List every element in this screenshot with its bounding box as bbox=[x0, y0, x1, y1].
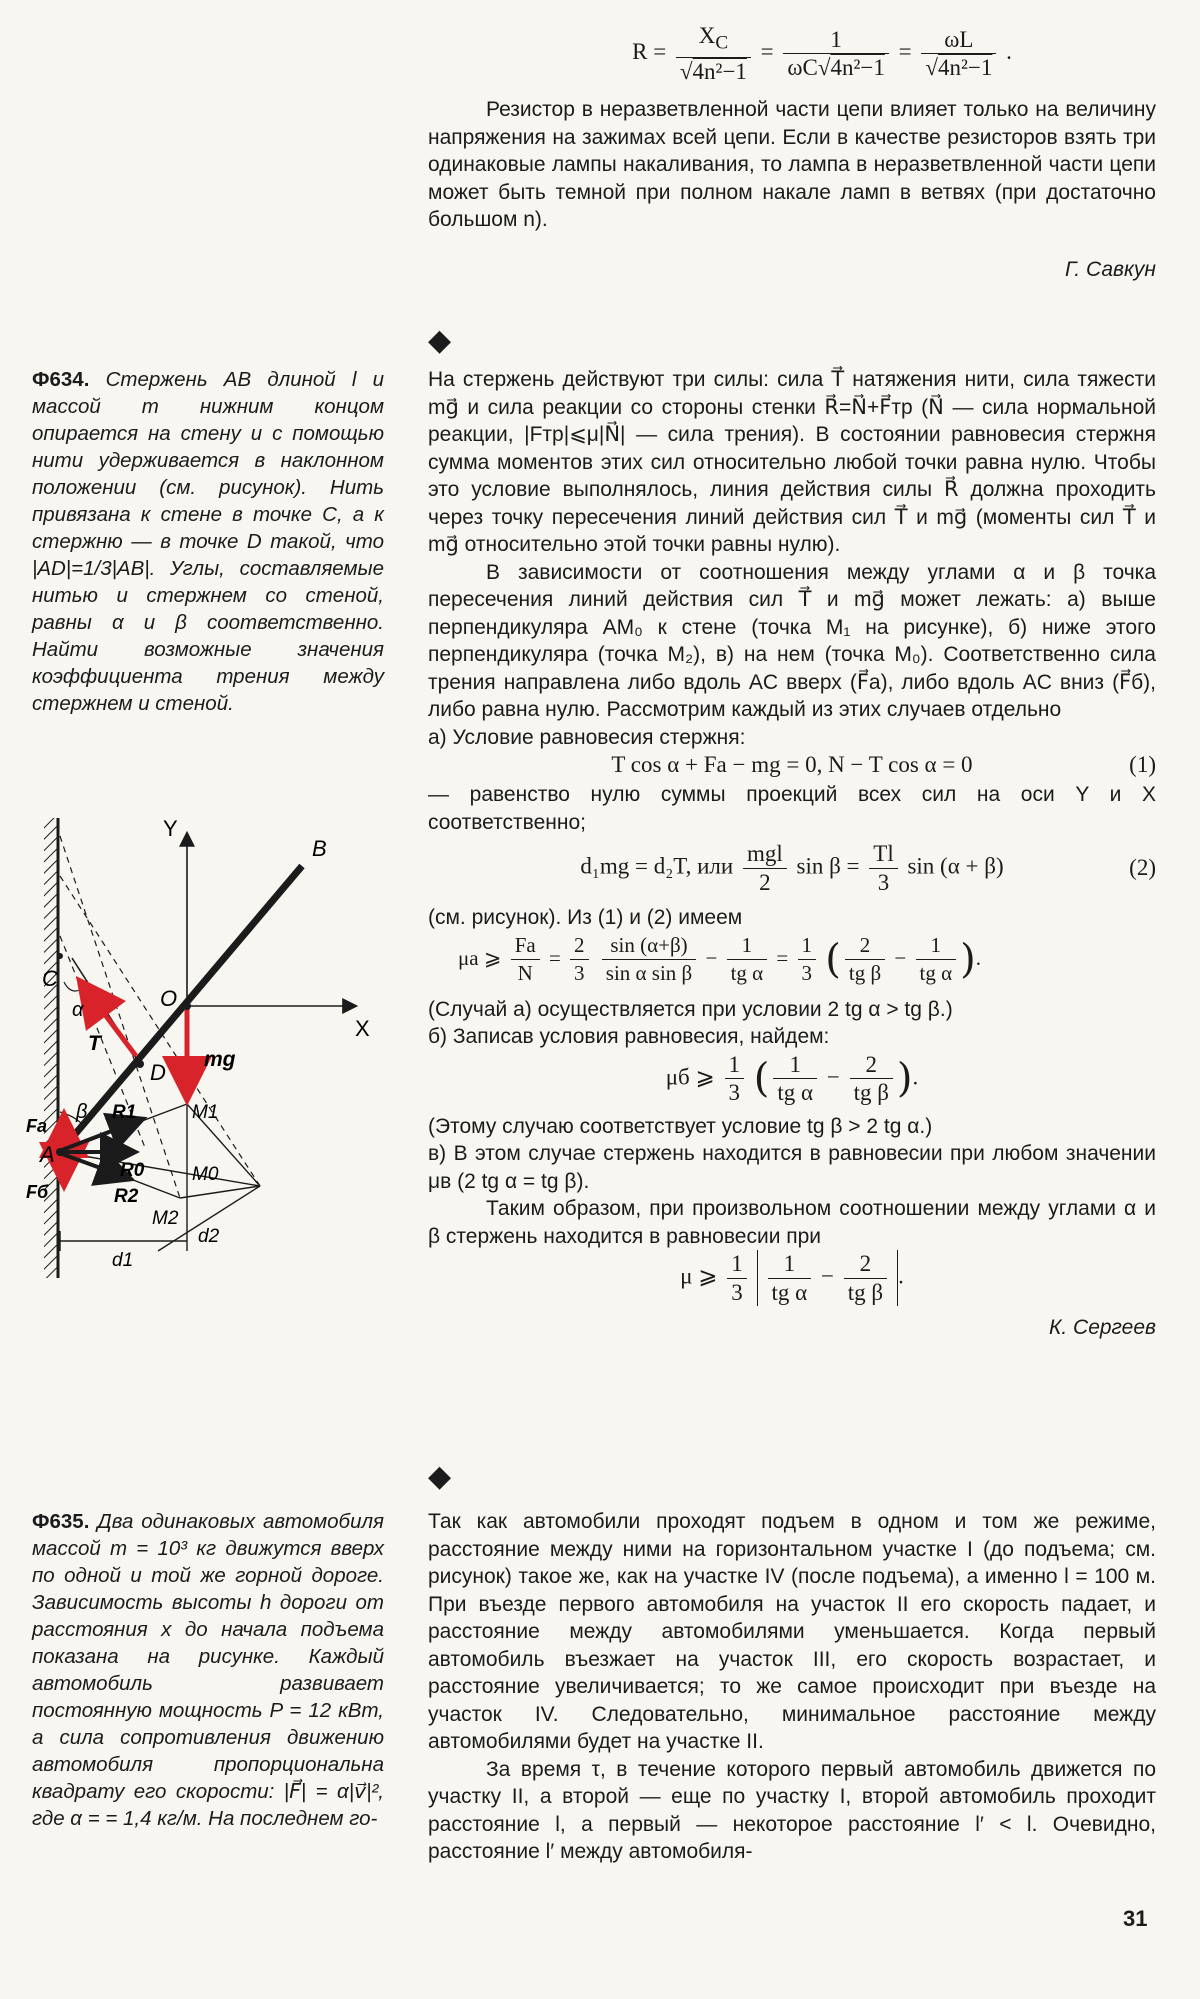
label-m0: M0 bbox=[192, 1164, 219, 1185]
label-r2: R2 bbox=[114, 1186, 139, 1207]
line-a-m0 bbox=[60, 1152, 260, 1186]
mu-final-f2d: tg α bbox=[771, 1279, 808, 1305]
eq1-note: — равенство нулю суммы проекций всех сил на оси Y и X соответственно; bbox=[428, 783, 1156, 834]
period: . bbox=[1006, 39, 1012, 65]
angle-alpha-arc bbox=[64, 982, 80, 991]
case-a-intro: а) Условие равновесия стержня: bbox=[428, 725, 746, 749]
page-number: 31 bbox=[1123, 1906, 1148, 1931]
sqrt-sign-2: √ bbox=[817, 55, 831, 81]
mu-final-f3d: tg β bbox=[847, 1279, 884, 1305]
fraction-xc bbox=[676, 22, 751, 86]
eq2-frac1-den: 2 bbox=[759, 869, 771, 895]
label-c: C bbox=[42, 966, 58, 991]
eq-sign: = bbox=[760, 39, 774, 65]
mu-a-lhs: μа ⩾ bbox=[458, 945, 502, 970]
solution-635-p1: Так как автомобили проходят подъем в одном и том же режиме, расстояние между ними на горизонтальном участке I (до подъема; см. рисунок) такое же, как на участке IV (после подъема), а именно l = 100 м. При въезде первого автомобиля на участок II его скорость падает, и расстояние между автомобилями уменьшается. Когда первый автомобиль въезжает на участок III, его скорость возрастает, и расстояние увеличивается; то же самое происходит при въезде на участок IV. Следовательно, минимальное расстояние между автомобилями будет на участке II. bbox=[428, 1510, 1156, 1753]
solution-634-p2: В зависимости от соотношения между углами α и β точка пересечения линий действия сил T⃗ и mg⃗ может лежать: а) выше перпендикуляра AM₀ к стене (точка M₁ на рисунке), б) ниже этого перпендикуляра (точка M₂), в) на нем (точка M₀). Соответственно сила трения направлена либо вдоль AC вверх (F⃗а), либо вдоль AC вниз (F⃗б), либо равна нулю. Рассмотрим каждый из этих случаев отдельно bbox=[428, 560, 1156, 721]
mu-a-f5d: 3 bbox=[801, 961, 813, 985]
wall-hatch bbox=[44, 818, 58, 1278]
case-a-condition: (Случай а) осуществляется при условии 2 tg α > tg β.) bbox=[428, 997, 953, 1021]
mu-b-f1d: 3 bbox=[728, 1080, 741, 1105]
sqrt-sign-3: √ bbox=[925, 55, 938, 81]
problem-634-solution bbox=[428, 366, 1156, 1342]
sqrt-arg: 4n²−1 bbox=[692, 59, 747, 85]
label-a: A bbox=[40, 1142, 55, 1167]
label-alpha: α bbox=[72, 999, 84, 1021]
label-b: B bbox=[312, 836, 327, 861]
fraction-omega-l bbox=[921, 26, 996, 82]
mu-b-f2d: tg α bbox=[777, 1080, 814, 1105]
mu-final-f2n: 1 bbox=[768, 1250, 812, 1279]
problem-635-solution bbox=[428, 1508, 1156, 1866]
problem-635-number: Ф635. bbox=[32, 1510, 90, 1533]
sqrt-sign: √ bbox=[679, 59, 693, 85]
mu-b-lhs: μб ⩾ bbox=[665, 1063, 715, 1089]
eq1-number: (1) bbox=[1129, 752, 1156, 777]
mu-a-f1n: Fа bbox=[511, 932, 540, 961]
mu-a-f6d: tg β bbox=[848, 961, 882, 985]
label-d2: d2 bbox=[198, 1226, 220, 1247]
mu-a-f7n: 1 bbox=[916, 932, 957, 961]
case-c: в) В этом случае стержень находится в равновесии при любом значении μв (2 tg α = tg β). bbox=[428, 1142, 1156, 1193]
signature-sergeev: К. Сергеев bbox=[1048, 1316, 1156, 1339]
figure-634 bbox=[20, 806, 400, 1296]
eq2-number: (2) bbox=[1129, 855, 1156, 880]
mu-b-f3d: tg β bbox=[853, 1080, 889, 1105]
problem-634-statement bbox=[32, 366, 384, 717]
label-t: T bbox=[88, 1032, 101, 1055]
mu-a-f3d: sin α sin β bbox=[605, 961, 693, 985]
eq2-note: (см. рисунок). Из (1) и (2) имеем bbox=[428, 906, 743, 929]
diamond-635: ◆ bbox=[428, 1460, 452, 1493]
point-o bbox=[183, 1002, 191, 1010]
frac3-num: ωL bbox=[921, 26, 996, 55]
sqrt-arg-2: 4n²−1 bbox=[830, 55, 885, 81]
mu-a-f6n: 2 bbox=[845, 932, 885, 961]
mu-a-eq: = bbox=[548, 945, 561, 970]
case-b-intro: б) Записав условия равновесия, найдем: bbox=[428, 1025, 830, 1048]
formula-R-lhs: R = bbox=[632, 39, 667, 65]
label-o: O bbox=[160, 986, 178, 1011]
label-d1: d1 bbox=[112, 1250, 134, 1271]
mu-a-f7d: tg α bbox=[919, 961, 953, 985]
mu-b-formula: μб ⩾ $\frac{1}{3}$ ( $\frac{1}{\text{tg α}}$ − $\frac{2}{\text{tg β}}$ ). bbox=[665, 1051, 919, 1105]
mu-b-f2n: 1 bbox=[773, 1051, 817, 1080]
signature-savkun: Г. Савкун bbox=[1064, 257, 1156, 281]
label-fa: Fа bbox=[26, 1116, 48, 1136]
line-m0-m2 bbox=[180, 1186, 260, 1198]
omega-c: ωC bbox=[787, 55, 818, 81]
label-beta: β bbox=[76, 1101, 88, 1123]
equation-1 bbox=[428, 751, 1156, 781]
xc-sub: C bbox=[715, 32, 729, 54]
label-d: D bbox=[150, 1060, 166, 1085]
mu-a-eq2: = bbox=[776, 945, 789, 970]
label-x: X bbox=[355, 1016, 370, 1041]
mu-a-f3n: sin (α+β) bbox=[602, 932, 696, 961]
point-d bbox=[136, 1060, 144, 1068]
label-mg: mg bbox=[204, 1048, 236, 1071]
solution-635-p2: За время τ, в течение которого первый автомобиль движется по участку II, а второй — еще по участку I, второй автомобиль проходит расстояние l, а первый — некоторое расстояние l′ < l. Очевидно, расстояние l′ между автомобиля- bbox=[428, 1757, 1156, 1863]
problem-634-text: Стержень AB длиной l и массой m нижним концом опирается на стену и с помощью нити удерживается в наклонном положении (см. рисунок). Нить привязана к стене в точке C, а к стержню — в точке D такой, что |AD|=1/3|AB|. Углы, составляемые нитью и стержнем со стеной, равны α и β соответственно. Найти возможные значения коэффициента трения между стержнем и стеной. bbox=[32, 368, 384, 715]
label-m1: M1 bbox=[192, 1102, 219, 1123]
point-c bbox=[57, 953, 63, 959]
eq2-frac2-num: Tl bbox=[869, 840, 897, 869]
mu-a-f4n: 1 bbox=[727, 932, 768, 961]
label-fb: Fб bbox=[26, 1182, 49, 1202]
label-r1: R1 bbox=[112, 1102, 137, 1123]
mu-a-f1d: N bbox=[517, 961, 533, 985]
problem-635-text: Два одинаковых автомобиля массой m = 10³ кг движутся вверх по одной и той же горной дороге. Зависимость высоты h дороги от расстояния x до начала подъема показана на рисунке. Каждый автомобиль развивает постоянную мощность P = 12 кВт, а сила сопротивления движению автомобиля пропорциональна квадрату его скорости: |F⃗| = α|v⃗|², где α = = 1,4 кг/м. На последнем го- bbox=[32, 1510, 384, 1830]
eq2-mid: sin β = bbox=[796, 853, 860, 879]
sqrt-arg-3: 4n²−1 bbox=[938, 55, 993, 81]
label-y: Y bbox=[163, 816, 178, 841]
equation-2 bbox=[428, 836, 1156, 904]
problem-634-number: Ф634. bbox=[32, 368, 90, 391]
eq2-frac2-den: 3 bbox=[877, 869, 890, 895]
fraction-1-omega-c bbox=[783, 26, 888, 82]
case-b-condition: (Этому случаю соответствует условие tg β > 2 tg α.) bbox=[428, 1114, 933, 1138]
eq2-left: d₁mg = d₂T, или bbox=[580, 853, 734, 879]
eq-sign-2: = bbox=[898, 39, 912, 65]
diamond-634: ◆ bbox=[428, 324, 452, 357]
mu-final-formula: μ ⩾ $\frac{1}{3}$ $\frac{1}{\text{tg α}}$ − $\frac{2}{\text{tg β}}$ . bbox=[680, 1251, 904, 1305]
mu-final-f1n: 1 bbox=[727, 1250, 747, 1279]
problem-635-statement bbox=[32, 1508, 384, 1832]
resistor-paragraph: Резистор в неразветвленной части цепи влияет только на величину напряжения на зажимах всей цепи. Если в качестве резисторов взять три одинаковые лампы накаливания, то лампа в неразветвленной части цепи может быть темной при полном накале ламп в ветвях (при достаточно большом n). bbox=[428, 98, 1156, 231]
frac2-num: 1 bbox=[783, 26, 888, 55]
eq1-text: T cos α + Fа − mg = 0, N − T cos α = 0 bbox=[611, 752, 973, 777]
mu-a-f5n: 1 bbox=[798, 932, 817, 961]
mu-b-f3n: 2 bbox=[850, 1051, 893, 1080]
mu-final-f1d: 3 bbox=[731, 1279, 743, 1305]
mu-b-f1n: 1 bbox=[725, 1051, 745, 1080]
mu-final-lhs: μ ⩾ bbox=[680, 1263, 718, 1289]
mu-a-f4d: tg α bbox=[730, 961, 764, 985]
mu-a-formula: μа ⩾ $\frac{Fа}{N}$ = $\frac{2}{3}$ $\frac{\sin (\alpha+\beta)}{\text{sin α sin β}}$ − $\frac{1}{\text{tg α}}$ = $\frac{1}{3}$ ( $\frac{2}{\text{tg β}}$ − $\frac{1}{\text{tg α}}$ ). bbox=[428, 932, 1156, 996]
conclusion: Таким образом, при произвольном соотношении между углами α и β стержень находится в равновесии при bbox=[428, 1197, 1156, 1248]
formula-R bbox=[428, 22, 1156, 96]
point-a bbox=[56, 1148, 64, 1156]
mu-a-minus: − bbox=[705, 945, 718, 970]
solution-634-p1: На стержень действуют три силы: сила T⃗ натяжения нити, сила тяжести mg⃗ и сила реакции со стороны стенки R⃗=N⃗+F⃗тр (N⃗ — сила нормальной реакции, |Fтр|⩽μ|N⃗| — сила трения). В состоянии равновесия стержня сумма моментов этих сил относительно любой точки равна нулю. Чтобы это условие выполнялось, линия действия силы R⃗ должна проходить через точку пересечения линий действия сил T⃗ и mg⃗ (моменты сил T⃗ и mg⃗ относительно этой точки равны нулю). bbox=[428, 368, 1156, 556]
mu-a-f2n: 2 bbox=[570, 932, 589, 961]
eq2-frac1-num: mgl bbox=[743, 840, 787, 869]
label-r0: R0 bbox=[120, 1160, 145, 1181]
eq2-right: sin (α + β) bbox=[907, 853, 1004, 879]
top-continuation bbox=[428, 22, 1156, 283]
mu-a-f2d: 3 bbox=[574, 961, 585, 985]
mu-final-f3n: 2 bbox=[844, 1250, 887, 1279]
rod-ab bbox=[60, 866, 302, 1152]
label-m2: M2 bbox=[152, 1208, 179, 1229]
xc-num: X bbox=[698, 23, 716, 48]
